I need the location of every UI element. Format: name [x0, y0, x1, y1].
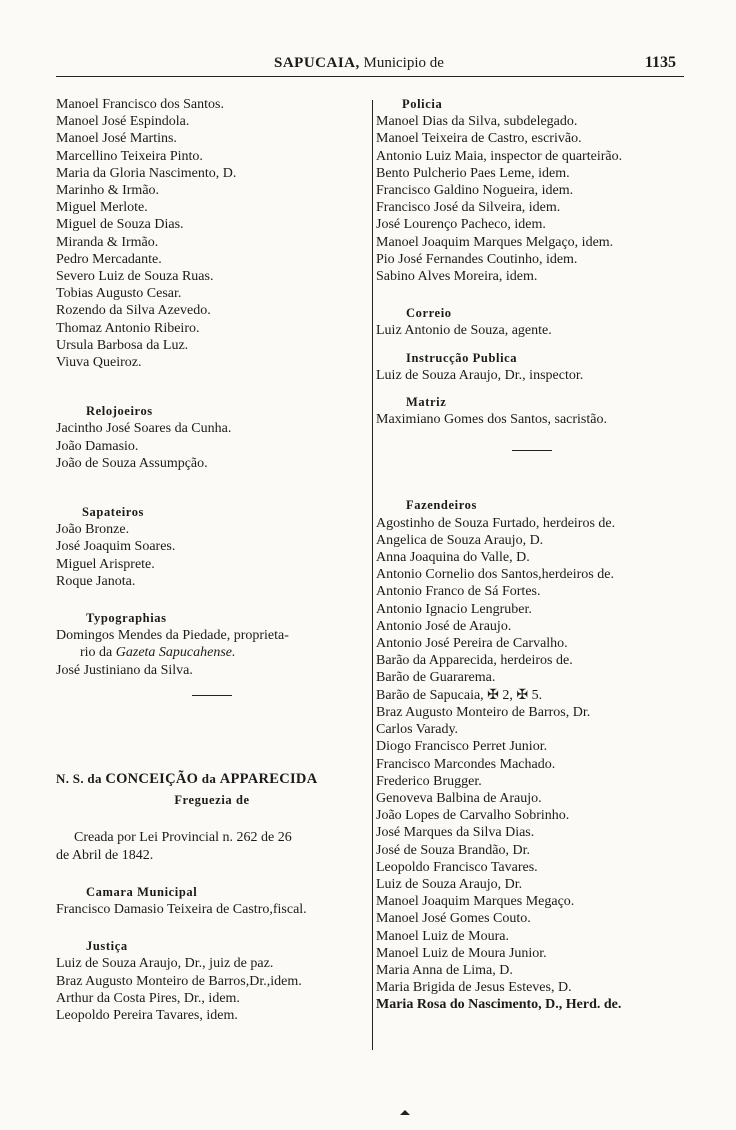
list-item: Carlos Varady.	[376, 722, 459, 738]
list-item: Antonio Luiz Maia, inspector de quarteirão.	[376, 148, 623, 164]
list-item: João Lopes de Carvalho Sobrinho.	[376, 808, 570, 824]
list-item: Miguel Merlote.	[56, 200, 148, 216]
list-item: Maria Brigida de Jesus Esteves, D.	[376, 980, 572, 996]
list-item: Antonio José Pereira de Carvalho.	[376, 636, 568, 652]
parish-title-part: da	[198, 770, 220, 786]
list-item: Arthur da Costa Pires, Dr., idem.	[56, 990, 240, 1006]
header-title-rest: Municipio de	[359, 55, 444, 71]
list-item: Diogo Francisco Perret Junior.	[376, 739, 548, 755]
parish-subtitle: Freguezia de	[174, 793, 250, 808]
section-heading-relojoeiros: Relojoeiros	[86, 404, 153, 419]
section-heading-instruccao: Instrucção Publica	[406, 350, 518, 365]
list-item: Francisco Damasio Teixeira de Castro,fiscal.	[56, 901, 307, 917]
list-item: José Lourenço Pacheco, idem.	[376, 217, 546, 233]
list-item: Tobias Augusto Cesar.	[56, 286, 182, 302]
list-item-text: rio da	[80, 645, 116, 661]
list-item: Manoel Francisco dos Santos.	[56, 97, 224, 112]
page-header	[56, 52, 684, 77]
section-heading-typographias: Typographias	[86, 611, 167, 626]
list-item: José de Souza Brandão, Dr.	[376, 842, 530, 858]
newspaper-title: Gazeta Sapucahense.	[115, 645, 236, 661]
section-divider	[512, 450, 552, 451]
list-item: Barão de Sapucaia, ✠ 2, ✠ 5.	[376, 687, 543, 703]
list-item: Angelica de Souza Araujo, D.	[376, 532, 544, 548]
list-item: Marinho & Irmão.	[56, 183, 160, 199]
list-item: Leopoldo Pereira Tavares, idem.	[56, 1007, 238, 1023]
list-names-top	[56, 96, 368, 371]
list-item: Thomaz Antonio Ribeiro.	[56, 320, 200, 336]
left-column	[56, 96, 368, 1024]
parish-title-part: N. S. da	[56, 770, 106, 786]
creation-line: Creada por Lei Provincial n. 262 de 26	[74, 830, 292, 846]
section-heading-justica: Justiça	[86, 939, 128, 954]
list-item: Maria da Gloria Nascimento, D.	[56, 165, 237, 181]
list-item: Pio José Fernandes Coutinho, idem.	[376, 251, 578, 267]
parish-title-part: APPARECIDA	[219, 770, 318, 787]
section-heading-sapateiros: Sapateiros	[82, 505, 145, 520]
section-heading-fazendeiros: Fazendeiros	[406, 498, 477, 513]
list-item: Agostinho de Souza Furtado, herdeiros de.	[376, 515, 616, 531]
list-item: José Justiniano da Silva.	[56, 662, 193, 678]
list-item: Luiz de Souza Araujo, Dr., inspector.	[376, 367, 584, 383]
list-item: Manoel Luiz de Moura Junior.	[376, 945, 547, 961]
list-item: Maximiano Gomes dos Santos, sacristão.	[376, 412, 607, 428]
list-item: Braz Augusto Monteiro de Barros, Dr.	[376, 704, 591, 720]
section-heading-camara: Camara Municipal	[86, 884, 198, 899]
column-divider	[372, 100, 373, 1050]
list-item: João de Souza Assumpção.	[56, 455, 208, 471]
list-item: Viuva Queiroz.	[56, 355, 142, 371]
list-item: Manoel Dias da Silva, subdelegado.	[376, 114, 578, 130]
list-item: Luiz de Souza Araujo, Dr.	[376, 876, 523, 892]
list-item: Manoel Luiz de Moura.	[376, 928, 509, 944]
list-item: Manoel Joaquim Marques Megaço.	[376, 894, 575, 910]
list-item: Manoel José Gomes Couto.	[376, 911, 531, 927]
list-item: Leopoldo Francisco Tavares.	[376, 859, 538, 875]
list-item: Miranda & Irmão.	[56, 234, 159, 250]
list-item: Luiz de Souza Araujo, Dr., juiz de paz.	[56, 956, 274, 972]
list-item: Barão de Guararema.	[376, 670, 496, 686]
list-item: Antonio Franco de Sá Fortes.	[376, 584, 541, 600]
list-item: Marcellino Teixeira Pinto.	[56, 148, 203, 164]
list-item: Manoel Teixeira de Castro, escrivão.	[376, 131, 582, 147]
list-item: Domingos Mendes da Piedade, proprieta-	[56, 628, 289, 644]
list-item: Miguel Arisprete.	[56, 556, 155, 572]
section-heading-matriz: Matriz	[406, 395, 447, 410]
list-item: Manoel José Martins.	[56, 131, 177, 147]
creation-line: de Abril de 1842.	[56, 847, 154, 863]
list-item: Maria Rosa do Nascimento, D., Herd. de.	[376, 997, 622, 1013]
list-item: Bento Pulcherio Paes Leme, idem.	[376, 165, 570, 181]
list-item: Sabino Alves Moreira, idem.	[376, 269, 538, 285]
ornament-icon	[400, 1110, 410, 1116]
list-item-continued	[56, 644, 368, 661]
list-item: José Marques da Silva Dias.	[376, 825, 535, 841]
section-heading-policia: Policia	[402, 97, 443, 111]
list-item: Barão da Apparecida, herdeiros de.	[376, 653, 573, 669]
list-item: Luiz Antonio de Souza, agente.	[376, 323, 552, 339]
list-item: Maria Anna de Lima, D.	[376, 962, 513, 978]
parish-title-part: CONCEIÇÃO	[105, 770, 199, 787]
list-item: Manoel José Espindola.	[56, 114, 190, 130]
list-item: Antonio Cornelio dos Santos,herdeiros de.	[376, 567, 614, 583]
list-item: Francisco Galdino Nogueira, idem.	[376, 183, 574, 199]
list-item: Roque Janota.	[56, 573, 136, 589]
list-item: Pedro Mercadante.	[56, 251, 162, 267]
list-item: Genoveva Balbina de Araujo.	[376, 790, 542, 806]
list-item: Severo Luiz de Souza Ruas.	[56, 269, 214, 285]
header-title-bold: SAPUCAIA,	[274, 55, 360, 71]
list-item: Rozendo da Silva Azevedo.	[56, 303, 211, 319]
list-item: João Damasio.	[56, 438, 139, 454]
section-divider	[192, 695, 232, 696]
list-item: Francisco Marcondes Machado.	[376, 756, 556, 772]
list-item: Braz Augusto Monteiro de Barros,Dr.,idem.	[56, 973, 302, 989]
list-item: Jacintho José Soares da Cunha.	[56, 421, 232, 437]
right-column	[376, 96, 688, 1014]
list-item: João Bronze.	[56, 522, 130, 538]
list-item: Anna Joaquina do Valle, D.	[376, 550, 530, 566]
list-item: Ursula Barbosa da Luz.	[56, 337, 189, 353]
list-item: Frederico Brugger.	[376, 773, 482, 789]
list-item: José Joaquim Soares.	[56, 539, 176, 555]
footer-ornament	[400, 1108, 410, 1119]
list-item: Francisco José da Silveira, idem.	[376, 200, 561, 216]
parish-title	[56, 770, 368, 788]
header-title	[274, 55, 444, 72]
list-item: Antonio José de Araujo.	[376, 618, 512, 634]
section-heading-correio: Correio	[406, 306, 452, 321]
list-item: Miguel de Souza Dias.	[56, 217, 184, 233]
page-number: 1135	[644, 54, 676, 71]
list-item: Manoel Joaquim Marques Melgaço, idem.	[376, 234, 614, 250]
list-item: Antonio Ignacio Lengruber.	[376, 601, 532, 617]
